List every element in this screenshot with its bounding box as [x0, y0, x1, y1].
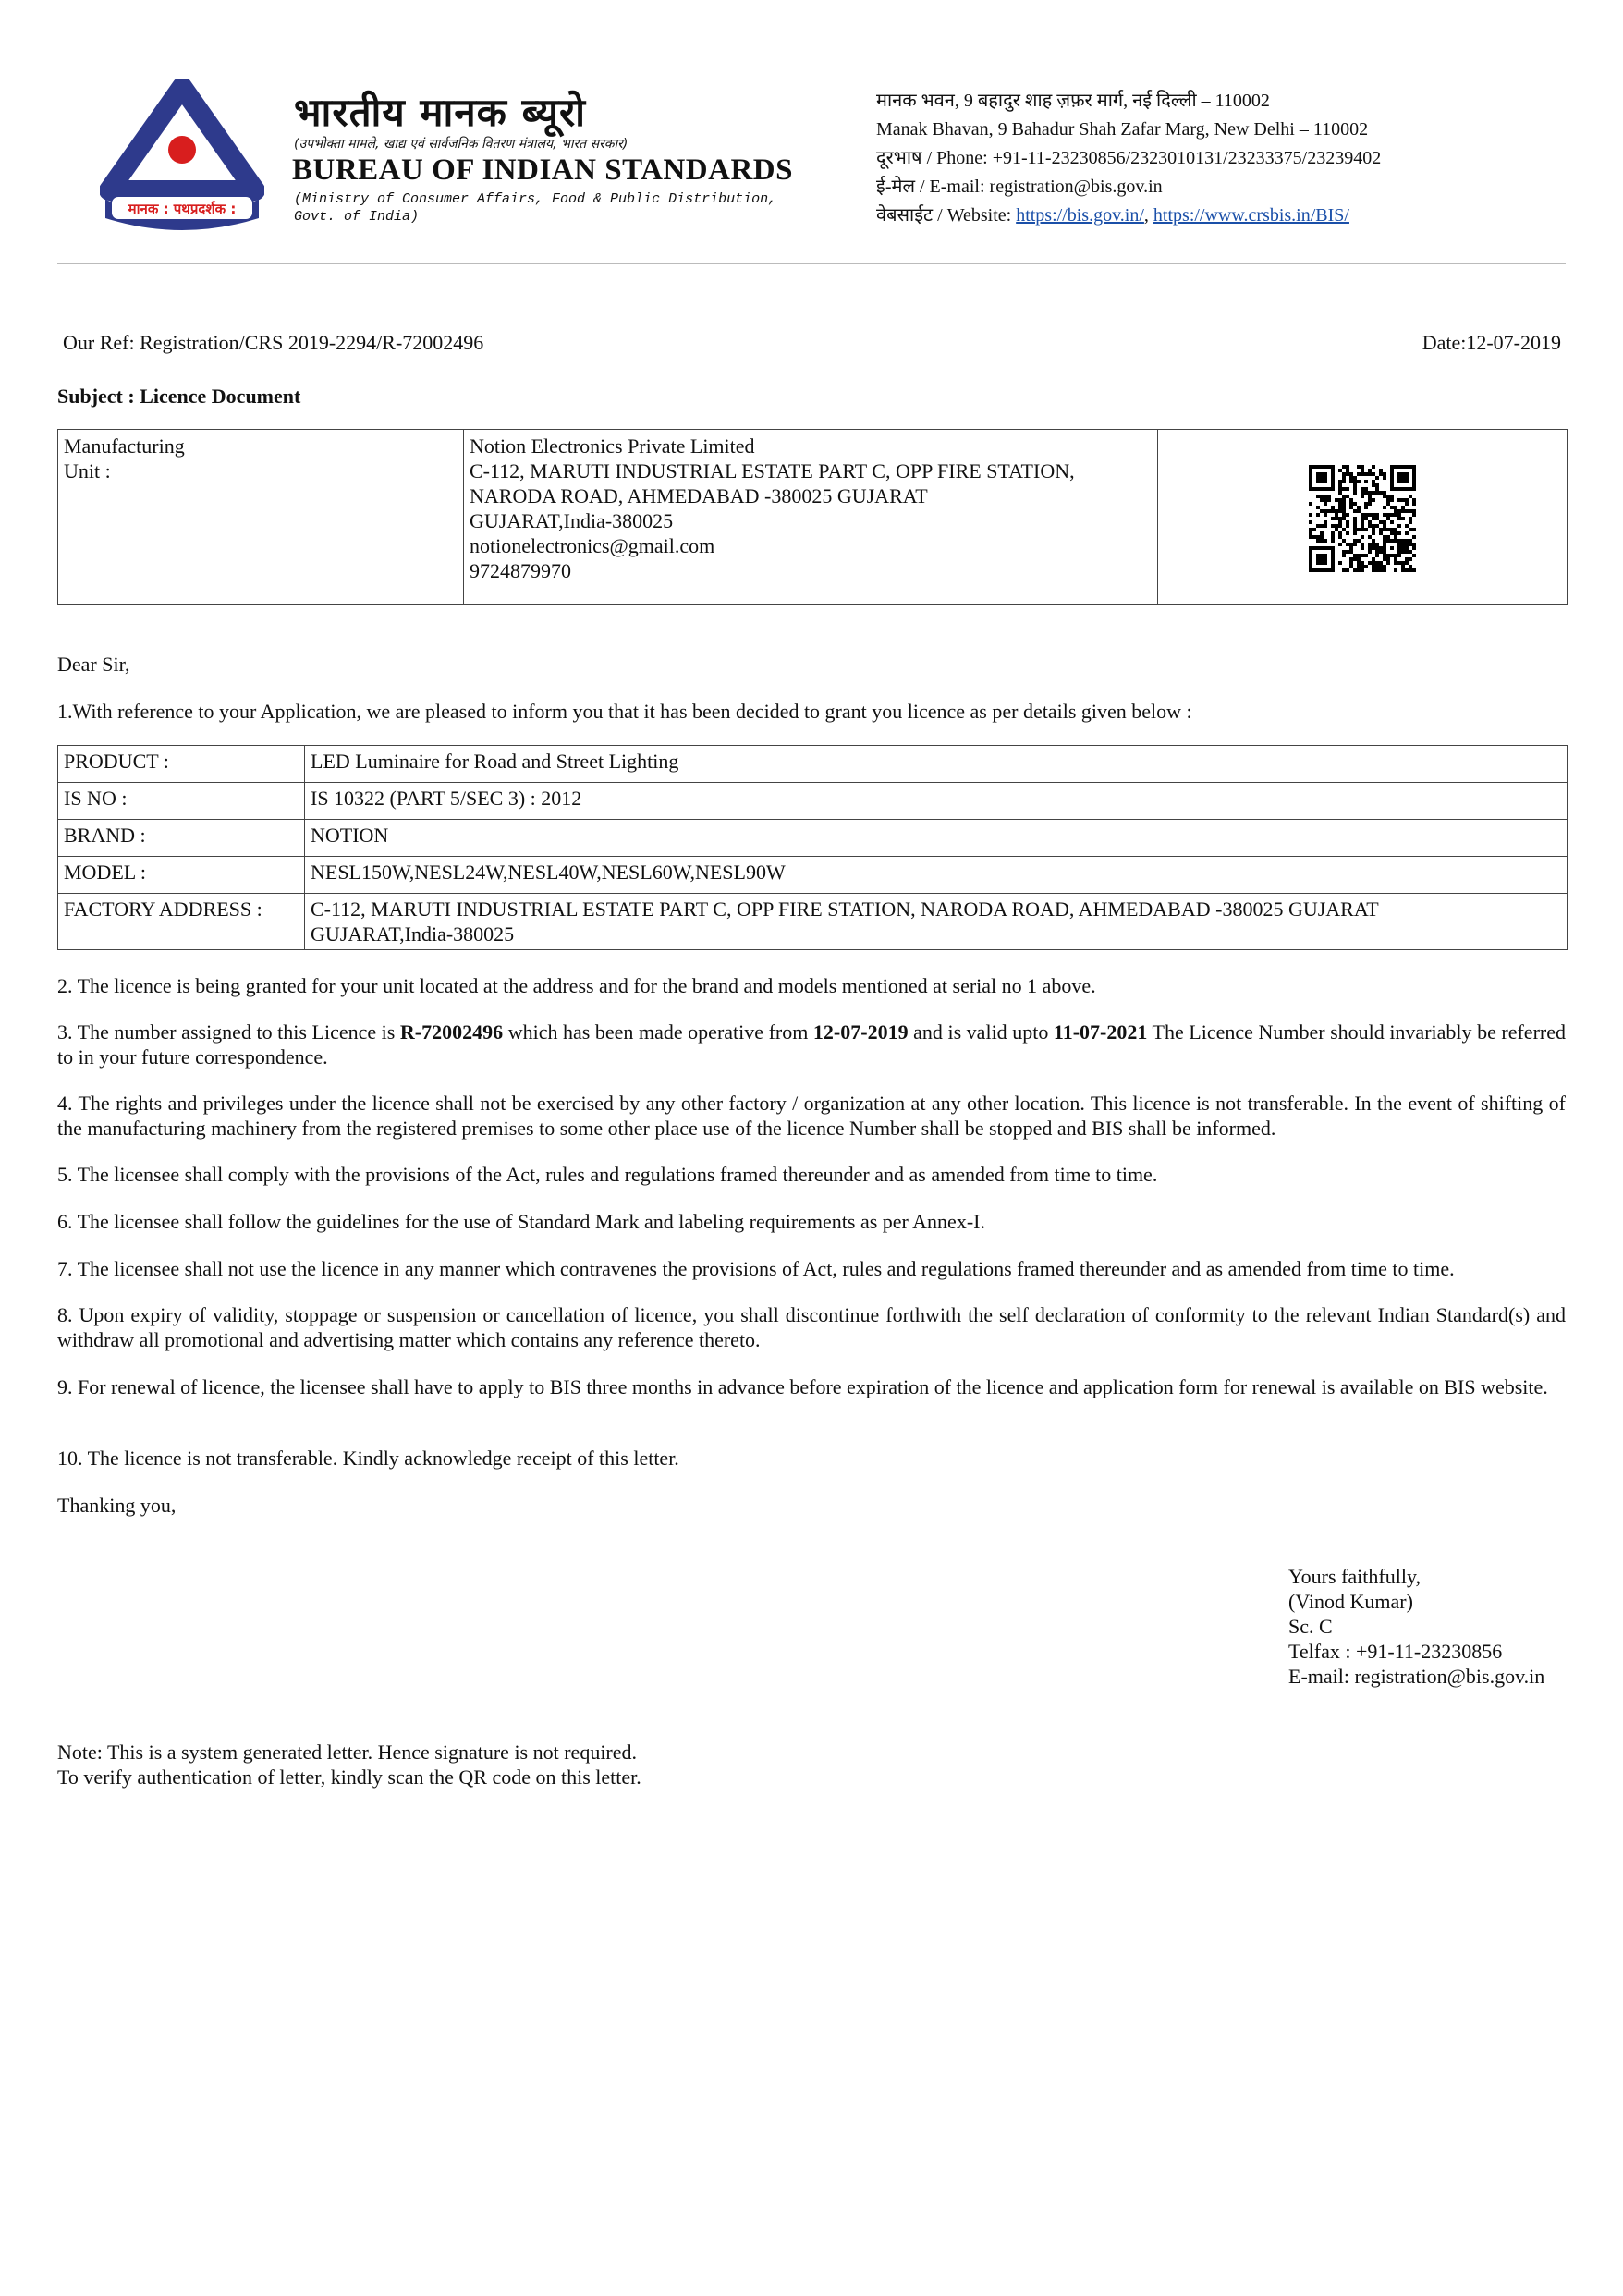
org-name-hindi: भारतीय मानक ब्यूरो — [294, 90, 587, 135]
signatory-email: E-mail: registration@bis.gov.in — [1288, 1665, 1545, 1688]
row-value: NESL150W,NESL24W,NESL40W,NESL60W,NESL90W — [305, 857, 1568, 894]
website-link-crsbis[interactable]: https://www.crsbis.in/BIS/ — [1153, 205, 1349, 226]
closing: Yours faithfully, — [1288, 1565, 1422, 1588]
manufacturing-unit-table — [57, 429, 1568, 605]
paragraph-8: 8. Upon expiry of validity, stoppage or suspension or cancellation of licence, you shall discontinue forthwith the self declaration of conformity to the relevant Indian Standard(s) and withdraw all promotional and advertising matter which contains any reference thereto. — [57, 1303, 1566, 1351]
paragraph-1: 1.With reference to your Application, we are pleased to inform you that it has been decided to grant you licence as per details given below : — [57, 700, 1192, 723]
bis-logo — [100, 79, 264, 231]
table-row — [58, 820, 1568, 857]
licence-number: R-72002496 — [399, 1020, 504, 1044]
signatory-designation: Sc. C — [1288, 1615, 1333, 1638]
logo-motto: मानक : पथप्रदर्शक : — [128, 201, 237, 217]
paragraph-2: 2. The licence is being granted for your unit located at the address and for the brand and models mentioned at serial no 1 above. — [57, 974, 1096, 997]
reference-number: Our Ref: Registration/CRS 2019-2294/R-72002496 — [63, 331, 484, 354]
thanks-line: Thanking you, — [57, 1494, 177, 1517]
subject-line: Subject : Licence Document — [57, 385, 301, 408]
row-value — [305, 894, 1568, 950]
row-label: MODEL : — [58, 857, 305, 894]
org-name: BUREAU OF INDIAN STANDARDS — [292, 153, 793, 187]
licence-details-table — [57, 745, 1568, 950]
letter-date: Date:12-07-2019 — [1422, 331, 1561, 354]
table-row — [58, 783, 1568, 820]
unit-address-line: NARODA ROAD, AHMEDABAD -380025 GUJARAT — [470, 484, 928, 507]
ministry-line: Govt. of India) — [294, 209, 420, 225]
unit-email: notionelectronics@gmail.com — [470, 534, 715, 557]
contact-block — [876, 87, 1381, 230]
unit-label: Manufacturing — [64, 434, 185, 458]
unit-phone: 9724879970 — [470, 559, 571, 582]
note-line: Note: This is a system generated letter. Hence signature is not required. — [57, 1740, 638, 1764]
address-hindi: मानक भवन, 9 बहादुर शाह ज़फ़र मार्ग, नई दिल्ली – 110002 — [876, 91, 1270, 111]
table-row — [58, 857, 1568, 894]
note-line: To verify authentication of letter, kindly scan the QR code on this letter. — [57, 1765, 641, 1789]
system-note — [57, 1740, 641, 1789]
row-label: IS NO : — [58, 783, 305, 820]
factory-address-line: GUJARAT,India-380025 — [311, 922, 515, 946]
valid-upto-date: 11-07-2021 — [1053, 1020, 1148, 1044]
paragraph-6: 6. The licensee shall follow the guidelines for the use of Standard Mark and labeling requirements as per Annex-I. — [57, 1210, 985, 1233]
unit-address-line: GUJARAT,India-380025 — [470, 509, 674, 532]
website-label: वेबसाईट / Website: — [876, 205, 1017, 226]
paragraph-3 — [57, 1020, 1566, 1069]
paragraph-4: 4. The rights and privileges under the licence shall not be exercised by any other factory / organization at any other location. This licence is not transferable. In the event of shifting of the manufacturing machinery from the registered premises to some other place use of the licence Number shall be stopped and BIS shall be informed. — [57, 1092, 1566, 1140]
table-row — [58, 746, 1568, 783]
factory-address-line: C-112, MARUTI INDUSTRIAL ESTATE PART C, OPP FIRE STATION, NARODA ROAD, AHMEDABAD -380025 GUJARAT — [311, 898, 1379, 921]
unit-label-cell — [58, 430, 464, 605]
para3-text: and is valid upto — [908, 1020, 1054, 1044]
row-value: NOTION — [305, 820, 1568, 857]
paragraph-7: 7. The licensee shall not use the licence in any manner which contravenes the provisions of Act, rules and regulations framed thereunder and as amended from time to time. — [57, 1257, 1455, 1280]
ministry-english — [294, 190, 848, 226]
row-label: PRODUCT : — [58, 746, 305, 783]
phone-line: दूरभाष / Phone: +91-11-23230856/2323010131/23233375/23239402 — [876, 148, 1382, 168]
table-row — [58, 894, 1568, 950]
unit-details-cell — [464, 430, 1158, 605]
row-label: BRAND : — [58, 820, 305, 857]
unit-company-name: Notion Electronics Private Limited — [470, 434, 755, 458]
row-label: FACTORY ADDRESS : — [58, 894, 305, 950]
address-english: Manak Bhavan, 9 Bahadur Shah Zafar Marg, New Delhi – 110002 — [876, 119, 1369, 140]
signatory-name: (Vinod Kumar) — [1288, 1590, 1413, 1613]
para3-text: 3. The number assigned to this Licence is — [57, 1020, 400, 1044]
unit-address-line: C-112, MARUTI INDUSTRIAL ESTATE PART C, OPP FIRE STATION, — [470, 459, 1075, 482]
qr-cell — [1158, 430, 1568, 605]
website-separator: , — [1143, 205, 1153, 226]
para3-text: The Licence Number should invariably be referred to in your future correspondence. — [57, 1020, 1566, 1069]
salutation: Dear Sir, — [57, 653, 130, 676]
row-value: LED Luminaire for Road and Street Lighting — [305, 746, 1568, 783]
unit-label: Unit : — [64, 459, 111, 482]
signature-block — [1288, 1564, 1544, 1689]
header-divider — [57, 263, 1566, 264]
paragraph-9: 9. For renewal of licence, the licensee shall have to apply to BIS three months in advance before expiration of the licence and application form for renewal is available on BIS website. — [57, 1375, 1548, 1398]
website-line — [876, 202, 1381, 230]
row-value: IS 10322 (PART 5/SEC 3) : 2012 — [305, 783, 1568, 820]
ministry-hindi: (उपभोक्ता मामले, खाद्य एवं सार्वजनिक वितरण मंत्रालय, भारत सरकार) — [294, 137, 628, 152]
valid-from-date: 12-07-2019 — [812, 1020, 909, 1044]
email-line: ई-मेल / E-mail: registration@bis.gov.in — [876, 177, 1163, 197]
signatory-telfax: Telfax : +91-11-23230856 — [1288, 1640, 1503, 1663]
para3-text: which has been made operative from — [503, 1020, 813, 1044]
paragraph-5: 5. The licensee shall comply with the provisions of the Act, rules and regulations framed thereunder and as amended from time to time. — [57, 1163, 1158, 1186]
ministry-line: (Ministry of Consumer Affairs, Food & Public Distribution, — [294, 191, 777, 207]
website-link-bis[interactable]: https://bis.gov.in/ — [1016, 205, 1144, 226]
paragraph-10: 10. The licence is not transferable. Kindly acknowledge receipt of this letter. — [57, 1447, 679, 1470]
qr-code — [1290, 465, 1434, 572]
